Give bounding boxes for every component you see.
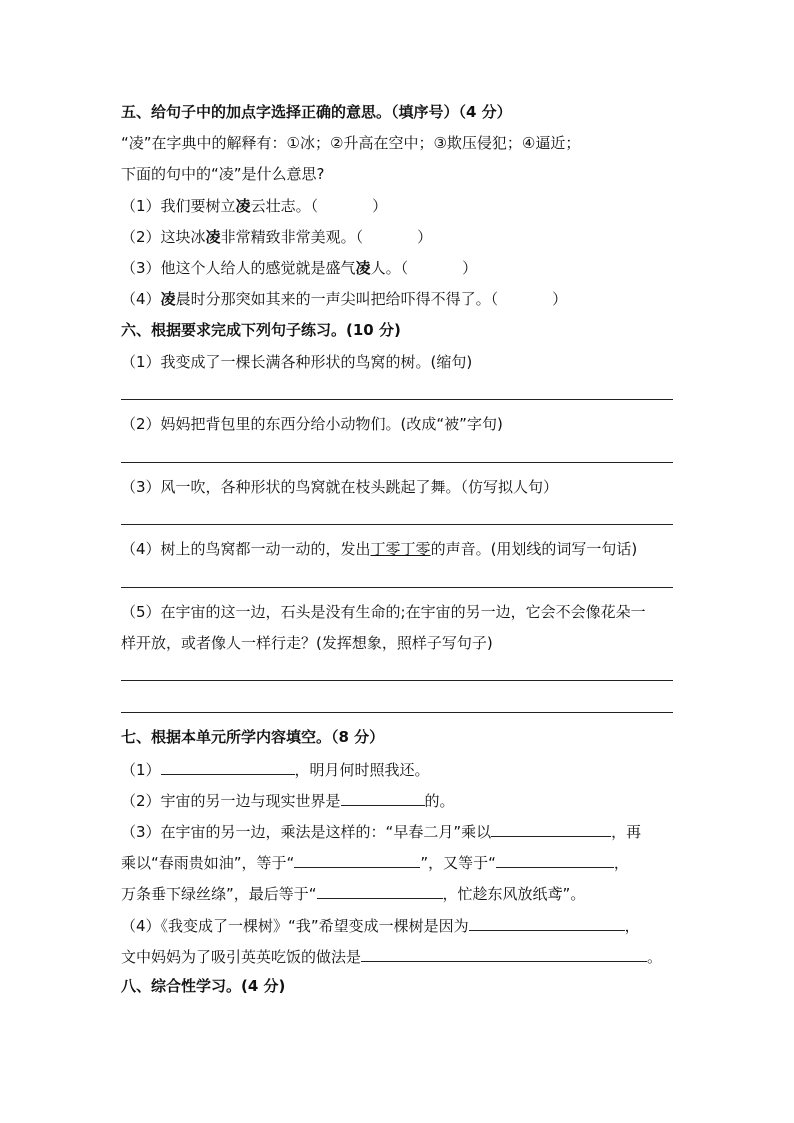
s5-item-2 <box>121 227 432 247</box>
s7-q1-post: ，明月何时照我还。 <box>294 761 430 779</box>
s5-item-4-close: ） <box>552 290 568 308</box>
s7-q3-l1-post: ，再 <box>611 823 642 841</box>
s7-question-4-line-1 <box>121 914 640 936</box>
s6-answer-line-5a[interactable] <box>121 680 673 681</box>
s6-answer-line-2[interactable] <box>121 462 673 463</box>
s6-question-1: （1）我变成了一棵长满各种形状的鸟窝的树。(缩句) <box>121 353 473 371</box>
s7-q3-l3-a: 万条垂下绿丝绦”，最后等于“ <box>121 885 317 903</box>
s6-q4-pre: （4）树上的鸟窝都一动一动的，发出 <box>121 540 371 558</box>
s5-item-2-close: ） <box>417 228 433 246</box>
s7-q3-l1-pre: （3）在宇宙的另一边，乘法是这样的：“早春二月”乘以 <box>121 823 492 841</box>
s5-item-4 <box>121 289 567 309</box>
s7-q2-blank[interactable] <box>341 789 425 806</box>
s6-question-3: （3）风一吹，各种形状的鸟窝就在枝头跳起了舞。（仿写拟人句） <box>121 478 559 496</box>
s6-answer-line-4[interactable] <box>121 587 673 588</box>
s7-q4-l2-post: 。 <box>647 948 663 966</box>
s6-q4-post: 的声音。(用划线的词写一句话) <box>430 540 638 558</box>
s7-q1-blank[interactable] <box>161 758 295 775</box>
s7-q4-l1-post: ， <box>624 917 640 935</box>
s5-item-3-pre: （3）他这个人给人的感觉就是盛气 <box>121 259 356 277</box>
s7-q3-l2-a: 乘以“春雨贵如油”，等于“ <box>121 854 295 872</box>
s5-item-1-close: ） <box>372 197 388 215</box>
s7-q2-post: 的。 <box>424 792 455 810</box>
s6-answer-line-3[interactable] <box>121 524 673 525</box>
s5-item-4-dotted-char: 凌 <box>160 290 176 308</box>
s6-question-4 <box>121 539 637 559</box>
s7-question-3-line-3 <box>121 882 585 904</box>
s7-q3-blank-1[interactable] <box>491 820 611 837</box>
s6-answer-line-1[interactable] <box>121 399 673 400</box>
s7-q4-blank-2[interactable] <box>361 945 647 962</box>
s7-q3-l3-b: ，忙趁东风放纸鸢”。 <box>442 885 586 903</box>
section-5-intro: “凌”在字典中的解释有：①冰；②升高在空中；③欺压侵犯；④逼近； <box>121 134 581 152</box>
s6-q4-underlined-word: 丁零丁零 <box>370 540 431 558</box>
s7-q4-l1-pre: （4）《我变成了一棵树》“我”希望变成一棵树是因为 <box>121 917 469 935</box>
s7-q1-pre: （1） <box>121 761 161 779</box>
s7-q3-l2-b: ”，又等于“ <box>420 854 496 872</box>
s7-question-2 <box>121 789 455 811</box>
s5-item-3-dotted-char: 凌 <box>355 259 371 277</box>
s5-item-3-close: ） <box>462 259 478 277</box>
s7-question-4-line-2 <box>121 945 662 967</box>
s7-question-3-line-2 <box>121 851 629 873</box>
s6-answer-line-5b[interactable] <box>121 712 673 713</box>
s5-item-4-pre: （4） <box>121 290 161 308</box>
section-5-heading: 五、给句子中的加点字选择正确的意思。（填序号）（4 分） <box>121 103 512 121</box>
section-6-heading: 六、根据要求完成下列句子练习。(10 分) <box>121 321 401 339</box>
s7-q2-pre: （2）宇宙的另一边与现实世界是 <box>121 792 341 810</box>
s5-item-2-pre: （2）这块冰 <box>121 228 206 246</box>
s7-question-3-line-1 <box>121 820 641 842</box>
s7-q4-blank-1[interactable] <box>469 914 625 931</box>
s5-item-3 <box>121 258 477 278</box>
s6-question-2: （2）妈妈把背包里的东西分给小动物们。(改成“被”字句) <box>121 415 503 433</box>
s7-q4-l2-pre: 文中妈妈为了吸引英英吃饭的做法是 <box>121 948 362 966</box>
s5-item-1 <box>121 196 387 216</box>
s7-q3-l2-c: ， <box>613 854 629 872</box>
s5-item-4-post: 晨时分那突如其来的一声尖叫把给吓得不得了。（ <box>175 290 499 308</box>
s6-question-5-line-1: （5）在宇宙的这一边，石头是没有生命的;在宇宙的另一边，它会不会像花朵一 <box>121 603 646 621</box>
section-8-heading: 八、综合性学习。(4 分) <box>121 977 286 995</box>
s5-item-1-dotted-char: 凌 <box>235 197 251 215</box>
s5-item-2-post: 非常精致非常美观。（ <box>220 228 364 246</box>
s5-item-2-dotted-char: 凌 <box>205 228 221 246</box>
s5-item-1-post: 云壮志。（ <box>250 197 319 215</box>
section-7-heading: 七、根据本单元所学内容填空。（8 分） <box>121 728 385 746</box>
s7-question-1 <box>121 758 430 780</box>
s7-q3-blank-4[interactable] <box>317 882 443 899</box>
section-5-question: 下面的句中的“凌”是什么意思? <box>121 165 325 183</box>
s5-item-1-pre: （1）我们要树立 <box>121 197 236 215</box>
s7-q3-blank-2[interactable] <box>294 851 420 868</box>
s7-q3-blank-3[interactable] <box>496 851 614 868</box>
s6-question-5-line-2: 样开放，或者像人一样行走？(发挥想象，照样子写句子) <box>121 634 493 652</box>
s5-item-3-post: 人。（ <box>370 259 409 277</box>
